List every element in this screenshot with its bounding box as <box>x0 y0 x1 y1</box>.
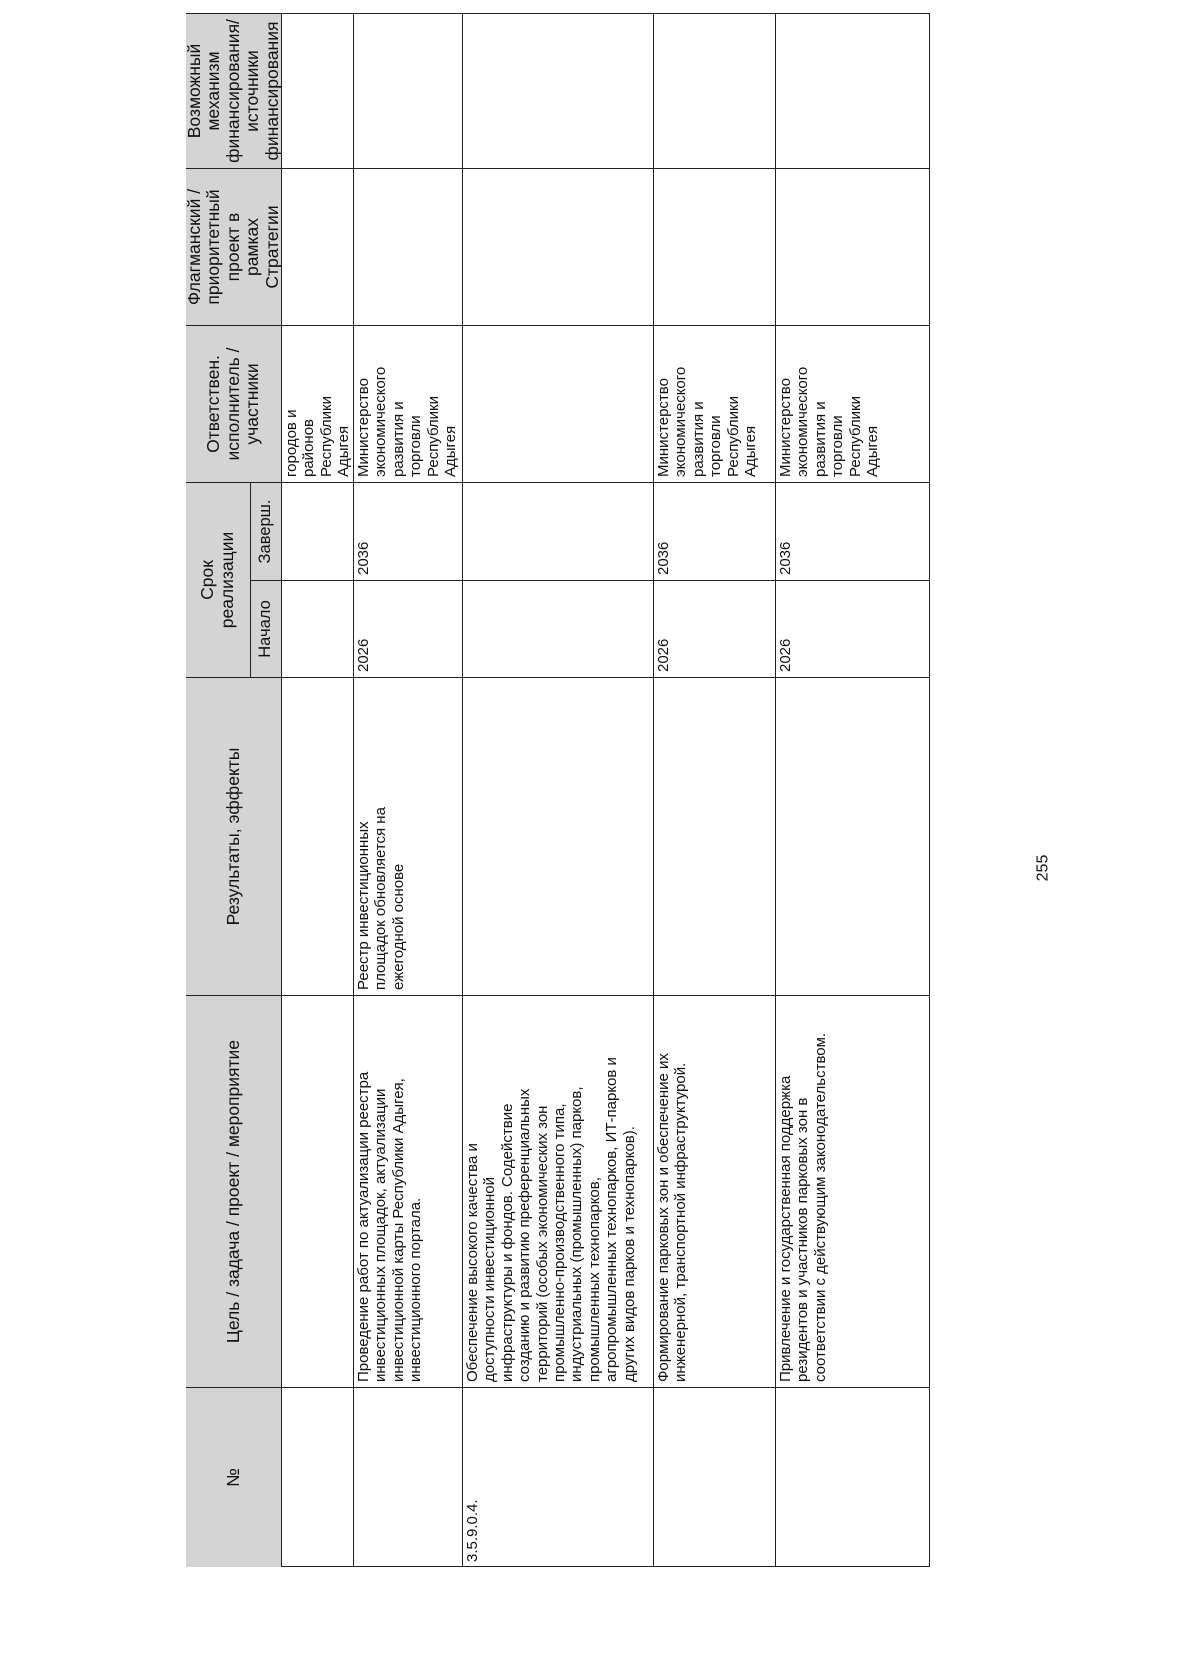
row-results: Реестр инвестиционных площадок обновляется на ежегодной основе <box>354 677 463 995</box>
row-start: 2026 <box>354 580 463 677</box>
page-number <box>1028 848 1058 888</box>
row-responsible: Министерство экономического развития и торговли Республики Адыгея <box>776 325 930 482</box>
row-goal: Привлечение и государственная поддержка резидентов и участников парковых зон в соответствии с действующим законодательством. <box>776 995 930 1387</box>
row-responsible: Министерство экономического развития и торговли Республики Адыгея <box>654 325 776 482</box>
row-goal: Проведение работ по актуализации реестра инвестиционных площадок, актуализации инвестиционной карты Республики Адыгея, инвестиционного портала. <box>354 995 463 1387</box>
header-goal: Цель / задача / проект / мероприятие <box>186 995 282 1387</box>
header-term: Срок реализации <box>186 482 251 677</box>
row-flagship <box>463 168 654 325</box>
row-financing <box>654 13 776 168</box>
row-end: 2036 <box>654 482 776 580</box>
row-number <box>354 1387 463 1567</box>
row-end <box>282 482 354 580</box>
row-flagship <box>354 168 463 325</box>
row-end: 2036 <box>354 482 463 580</box>
row-responsible: городов и районов Республики Адыгея <box>282 325 354 482</box>
row-results <box>282 677 354 995</box>
header-results: Результаты, эффекты <box>186 677 282 995</box>
row-number <box>654 1387 776 1567</box>
row-start <box>463 580 654 677</box>
row-number: 3.5.9.0.4. <box>463 1387 654 1567</box>
row-responsible: Министерство экономического развития и торговли Республики Адыгея <box>354 325 463 482</box>
row-results <box>654 677 776 995</box>
row-start: 2026 <box>654 580 776 677</box>
row-financing <box>282 13 354 168</box>
row-number <box>282 1387 354 1567</box>
row-financing <box>463 13 654 168</box>
row-start: 2026 <box>776 580 930 677</box>
header-start: Начало <box>251 580 282 677</box>
row-end <box>463 482 654 580</box>
row-flagship <box>776 168 930 325</box>
row-financing <box>354 13 463 168</box>
header-number: № <box>186 1387 282 1567</box>
rotated-table <box>183 19 930 1567</box>
row-goal <box>282 995 354 1387</box>
header-end: Заверш. <box>251 482 282 580</box>
page-number-text: 255 <box>1033 854 1051 882</box>
row-financing <box>776 13 930 168</box>
row-goal: Обеспечение высокого качества и доступности инвестиционной инфраструктуры и фондов. Содействие созданию и развитию преференциальных территорий (особых экономических зон промышленно-производственного типа, индустриальных (промышленных) парков, промышленных технопарков, агропромышленных технопарков, ИТ-парков и других видов парков и технопарков). <box>463 995 654 1387</box>
row-flagship <box>282 168 354 325</box>
header-financing: Возможный механизм финансирования/ источники финансирования <box>186 13 282 168</box>
row-results <box>776 677 930 995</box>
row-responsible <box>463 325 654 482</box>
row-goal: Формирование парковых зон и обеспечение их инженерной, транспортной инфраструктурой. <box>654 995 776 1387</box>
header-responsible: Ответствен. исполнитель / участники <box>186 325 282 482</box>
row-start <box>282 580 354 677</box>
row-number <box>776 1387 930 1567</box>
header-flagship: Флагманский / приоритетный проект в рамках Стратегии <box>186 168 282 325</box>
row-end: 2036 <box>776 482 930 580</box>
row-results <box>463 677 654 995</box>
row-flagship <box>654 168 776 325</box>
